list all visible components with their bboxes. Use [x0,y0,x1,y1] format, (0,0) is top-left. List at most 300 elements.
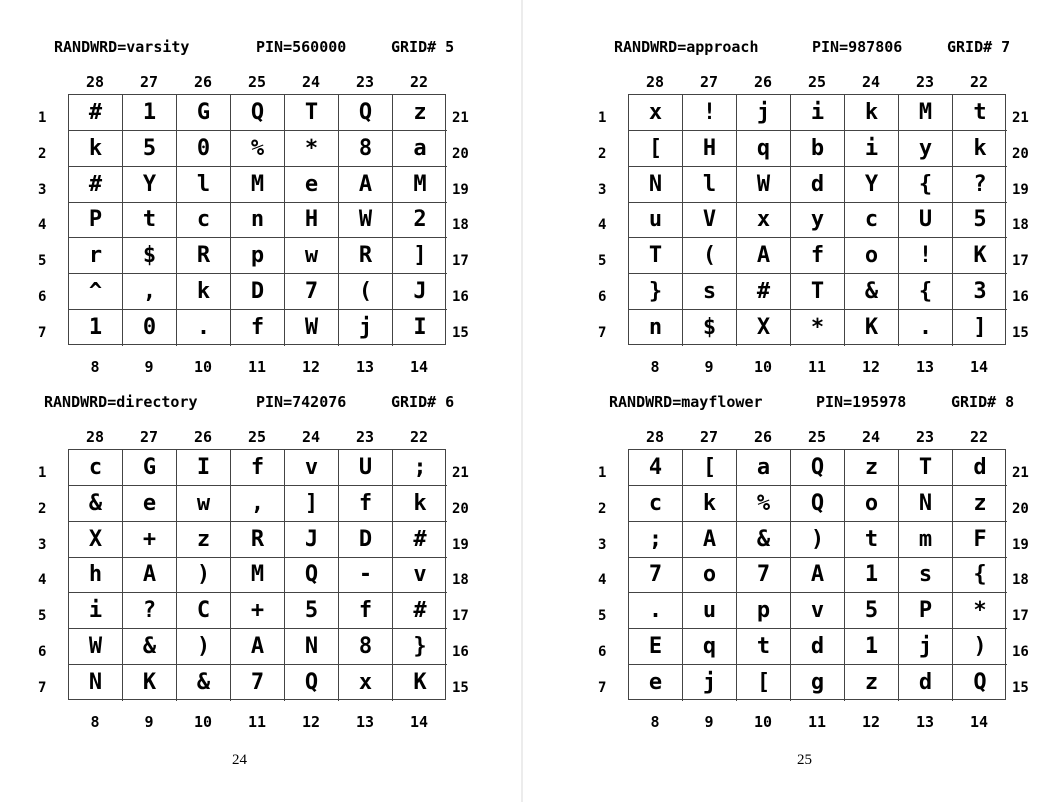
grid-cell: A [737,238,791,274]
grid-cell: ) [177,558,231,594]
grid-cell: c [69,450,123,486]
row-label: 18 [1012,217,1029,234]
grid-cell: ) [953,629,1007,665]
grid-cell: & [177,665,231,701]
grid-cell: } [629,274,683,310]
column-label: 28 [645,73,665,91]
grid-cell: 8 [339,131,393,167]
row-label: 20 [1012,145,1029,162]
grid-cell: 1 [845,629,899,665]
grid-cell: R [231,522,285,558]
column-label: 25 [247,428,267,446]
row-label: 3 [38,536,47,553]
grid-cell: v [393,558,447,594]
grid-cell: o [845,486,899,522]
column-label: 22 [409,428,429,446]
grid-cell: N [899,486,953,522]
grid-cell: F [953,522,1007,558]
grid-cell: w [285,238,339,274]
column-label: 10 [193,713,213,731]
grid-cell: . [177,310,231,346]
left-page [0,0,522,802]
grid-cell: Q [973,670,987,696]
row-label: 7 [38,324,47,341]
character-grid [628,94,1006,345]
column-label: 11 [807,713,827,731]
grid-cell: N [69,665,123,701]
grid-cell: q [737,131,791,167]
grid-cell: % [737,486,791,522]
grid-cell: 5 [285,593,339,629]
column-label: 27 [699,73,719,91]
grid-cell: D [339,522,393,558]
grid-cell: n [629,310,683,346]
grid-cell: m [899,522,953,558]
grid-cell: & [69,486,123,522]
grid-cell: a [737,450,791,486]
page-number: 25 [797,752,812,768]
grid-cell: Q [231,95,285,131]
grid-cell: E [629,629,683,665]
row-label: 17 [452,608,469,625]
grid-cell: * [285,131,339,167]
row-label: 7 [598,679,607,696]
column-label: 12 [301,713,321,731]
grid-cell: ] [393,238,447,274]
randwrd-label: RANDWRD=varsity [54,38,190,56]
grid-cell: T [285,95,339,131]
grid-cell: I [177,450,231,486]
grid-cell: # [69,95,123,131]
row-label: 19 [1012,181,1029,198]
grid-cell: k [683,486,737,522]
row-label: 1 [38,109,47,126]
grid-cell: X [737,310,791,346]
column-label: 10 [193,358,213,376]
grid-cell: 1 [123,95,177,131]
grid-cell: o [683,558,737,594]
row-label: 5 [38,253,47,270]
pin-label: PIN=987806 [812,38,903,56]
grid-cell: z [845,450,899,486]
row-label: 2 [598,500,607,517]
grid-cell: # [393,593,447,629]
row-label: 16 [452,289,469,306]
row-label: 6 [598,289,607,306]
grid-cell: 3 [953,274,1007,310]
grid-cell: k [953,131,1007,167]
column-labels-top [68,427,446,447]
column-label: 22 [969,73,989,91]
row-label: 21 [1012,109,1029,126]
grid-cell: K [845,310,899,346]
grid-cell: K [953,238,1007,274]
column-label: 22 [409,73,429,91]
column-label: 13 [355,358,375,376]
grid-cell: f [339,486,393,522]
grid-cell: 7 [737,558,791,594]
page-number: 24 [232,752,247,768]
grid-cell: P [69,203,123,239]
grid-cell: 7 [285,274,339,310]
grid-cell: u [683,593,737,629]
grid-cell: n [231,203,285,239]
column-label: 14 [409,358,429,376]
column-label: 12 [301,358,321,376]
column-label: 28 [85,73,105,91]
grid-cell: ] [973,315,987,341]
grid-cell: G [177,95,231,131]
grid-cell: N [285,629,339,665]
grid-cell: Q [285,558,339,594]
grid-cell: k [845,95,899,131]
grid-cell: d [791,167,845,203]
grid-cell: Y [845,167,899,203]
grid-cell: - [339,558,393,594]
row-labels-left [598,449,612,700]
grid-cell: { [953,558,1007,594]
grid-cell: i [791,95,845,131]
column-label: 28 [645,428,665,446]
grid-cell: 5 [845,593,899,629]
grid-cell: ) [177,629,231,665]
grid-cell: t [953,95,1007,131]
randwrd-label: RANDWRD=approach [614,38,759,56]
column-label: 8 [90,713,100,731]
row-label: 1 [598,464,607,481]
grid-cell: x [629,95,683,131]
grid-cell: K [123,665,177,701]
grid-number-label: GRID# 8 [951,393,1015,411]
grid-cell: M [231,167,285,203]
grid-cell: & [845,274,899,310]
grid-cell: $ [683,310,737,346]
column-label: 23 [915,428,935,446]
grid-number-label: GRID# 6 [391,393,455,411]
grid-cell: ? [123,593,177,629]
grid-cell: t [845,522,899,558]
grid-cell: T [791,274,845,310]
grid-cell: % [231,131,285,167]
row-labels-right [1012,94,1040,345]
row-label: 5 [598,253,607,270]
grid-cell: Q [791,486,845,522]
grid-cell: b [791,131,845,167]
grid-cell: # [69,167,123,203]
grid-cell: z [393,95,447,131]
grid-cell: # [737,274,791,310]
column-label: 23 [915,73,935,91]
grid-cell: j [899,629,953,665]
column-label: 25 [807,428,827,446]
grid-number-label: GRID# 7 [947,38,1011,56]
row-labels-left [38,94,52,345]
grid-cell: ! [683,95,737,131]
grid-cell: e [629,665,683,701]
grid-cell: ; [629,522,683,558]
grid-cell: f [231,450,285,486]
row-label: 17 [1012,608,1029,625]
row-label: 21 [452,464,469,481]
column-label: 13 [915,358,935,376]
row-label: 15 [452,679,469,696]
grid-cell: p [231,238,285,274]
column-label: 8 [650,358,660,376]
row-label: 15 [1012,679,1029,696]
column-label: 14 [969,713,989,731]
grid-cell: f [791,238,845,274]
grid-cell: A [791,558,845,594]
row-label: 6 [38,289,47,306]
column-label: 28 [85,428,105,446]
grid-cell: d [953,450,1007,486]
row-label: 20 [1012,500,1029,517]
grid-cell: & [737,522,791,558]
row-label: 4 [38,217,47,234]
grid-cell: h [69,558,123,594]
column-label: 11 [807,358,827,376]
grid-cell: ] [285,486,339,522]
grid-cell: j [683,665,737,701]
grid-cell: y [791,203,845,239]
row-label: 17 [1012,253,1029,270]
grid-cell: z [953,486,1007,522]
grid-cell: M [899,95,953,131]
grid-cell: q [683,629,737,665]
grid-cell: * [791,310,845,346]
row-label: 16 [452,644,469,661]
column-label: 23 [355,73,375,91]
grid-cell: } [393,629,447,665]
column-label: 14 [409,713,429,731]
row-label: 19 [452,536,469,553]
grid-cell: g [791,665,845,701]
column-labels-bottom [68,712,446,732]
row-label: 3 [38,181,47,198]
grid-cell: W [339,203,393,239]
row-labels-left [38,449,52,700]
grid-cell: Q [285,665,339,701]
grid-cell: I [413,315,427,341]
row-label: 15 [452,324,469,341]
randwrd-label: RANDWRD=mayflower [609,393,763,411]
row-labels-right [1012,449,1040,700]
grid-cell: s [683,274,737,310]
grid-cell: 7 [629,558,683,594]
row-label: 17 [452,253,469,270]
character-grid [68,94,446,345]
row-label: 4 [38,572,47,589]
grid-cell: [ [683,450,737,486]
row-label: 7 [38,679,47,696]
column-label: 9 [144,358,154,376]
grid-cell: $ [123,238,177,274]
column-label: 11 [247,713,267,731]
grid-cell: ? [953,167,1007,203]
grid-cell: e [123,486,177,522]
column-label: 8 [650,713,660,731]
grid-cell: . [899,310,953,346]
row-label: 18 [452,572,469,589]
column-label: 9 [704,358,714,376]
row-label: 16 [1012,289,1029,306]
grid-cell: A [683,522,737,558]
column-label: 25 [807,73,827,91]
grid-cell: M [393,167,447,203]
randwrd-label: RANDWRD=directory [44,393,198,411]
row-label: 5 [38,608,47,625]
column-label: 14 [969,358,989,376]
column-label: 11 [247,358,267,376]
pin-label: PIN=195978 [816,393,907,411]
row-label: 1 [598,109,607,126]
grid-cell: U [899,203,953,239]
column-label: 10 [753,713,773,731]
grid-cell: 2 [393,203,447,239]
column-labels-top [628,72,1006,92]
grid-cell: i [845,131,899,167]
row-labels-left [598,94,612,345]
column-label: 24 [301,428,321,446]
grid-cell: w [177,486,231,522]
grid-cell: J [285,522,339,558]
grid-cell: c [629,486,683,522]
grid-cell: 5 [123,131,177,167]
grid-cell: V [683,203,737,239]
grid-cell: { [899,274,953,310]
grid-cell: + [231,593,285,629]
grid-cell: W [69,629,123,665]
grid-cell: [ [629,131,683,167]
grid-cell: 0 [177,131,231,167]
grid-cell: R [177,238,231,274]
row-label: 5 [598,608,607,625]
grid-cell: [ [737,665,791,701]
grid-cell: Q [339,95,393,131]
grid-cell: H [285,203,339,239]
column-label: 24 [301,73,321,91]
grid-cell: R [339,238,393,274]
column-label: 27 [139,73,159,91]
row-label: 7 [598,324,607,341]
column-label: 10 [753,358,773,376]
character-grid [68,449,446,700]
grid-cell: T [629,238,683,274]
grid-cell: x [339,665,393,701]
row-label: 16 [1012,644,1029,661]
grid-cell: ; [393,450,447,486]
column-label: 26 [193,428,213,446]
column-label: 13 [355,713,375,731]
row-label: 2 [598,145,607,162]
grid-cell: ! [899,238,953,274]
grid-cell: W [285,310,339,346]
grid-cell: z [845,665,899,701]
column-label: 25 [247,73,267,91]
grid-cell: j [737,95,791,131]
column-labels-top [68,72,446,92]
column-label: 26 [193,73,213,91]
row-label: 18 [1012,572,1029,589]
grid-cell: v [285,450,339,486]
right-page [523,0,1045,802]
row-label: 3 [598,181,607,198]
row-label: 3 [598,536,607,553]
row-label: 19 [452,181,469,198]
grid-cell: D [231,274,285,310]
row-labels-right [452,94,480,345]
grid-cell: 0 [123,310,177,346]
column-label: 8 [90,358,100,376]
grid-cell: . [629,593,683,629]
grid-cell: X [69,522,123,558]
grid-cell: ^ [69,274,123,310]
grid-cell: 1 [69,310,123,346]
grid-cell: Y [123,167,177,203]
column-label: 27 [139,428,159,446]
row-label: 4 [598,217,607,234]
row-label: 2 [38,145,47,162]
grid-cell: c [845,203,899,239]
grid-cell: A [339,167,393,203]
row-label: 6 [38,644,47,661]
grid-cell: y [899,131,953,167]
grid-cell: i [69,593,123,629]
grid-cell: f [231,310,285,346]
grid-cell: U [339,450,393,486]
column-label: 22 [969,428,989,446]
pin-label: PIN=560000 [256,38,347,56]
grid-cell: e [285,167,339,203]
grid-cell: ) [791,522,845,558]
grid-cell: z [177,522,231,558]
grid-cell: , [123,274,177,310]
grid-cell: c [177,203,231,239]
row-label: 2 [38,500,47,517]
pin-label: PIN=742076 [256,393,347,411]
character-grid [628,449,1006,700]
grid-cell: t [123,203,177,239]
grid-cell: ( [339,274,393,310]
grid-cell: l [177,167,231,203]
grid-cell: Q [791,450,845,486]
grid-number-label: GRID# 5 [391,38,455,56]
grid-cell: k [177,274,231,310]
column-label: 24 [861,73,881,91]
column-labels-bottom [628,357,1006,377]
grid-cell: d [899,665,953,701]
grid-cell: H [683,131,737,167]
grid-cell: x [737,203,791,239]
grid-cell: ( [683,238,737,274]
grid-cell: k [69,131,123,167]
grid-cell: W [737,167,791,203]
row-label: 21 [452,109,469,126]
grid-cell: * [953,593,1007,629]
row-label: 21 [1012,464,1029,481]
grid-cell: A [123,558,177,594]
grid-cell: & [123,629,177,665]
column-label: 12 [861,358,881,376]
column-label: 13 [915,713,935,731]
row-label: 18 [452,217,469,234]
grid-cell: 8 [339,629,393,665]
row-label: 4 [598,572,607,589]
column-label: 26 [753,428,773,446]
column-label: 24 [861,428,881,446]
grid-cell: K [413,670,427,696]
grid-cell: , [231,486,285,522]
